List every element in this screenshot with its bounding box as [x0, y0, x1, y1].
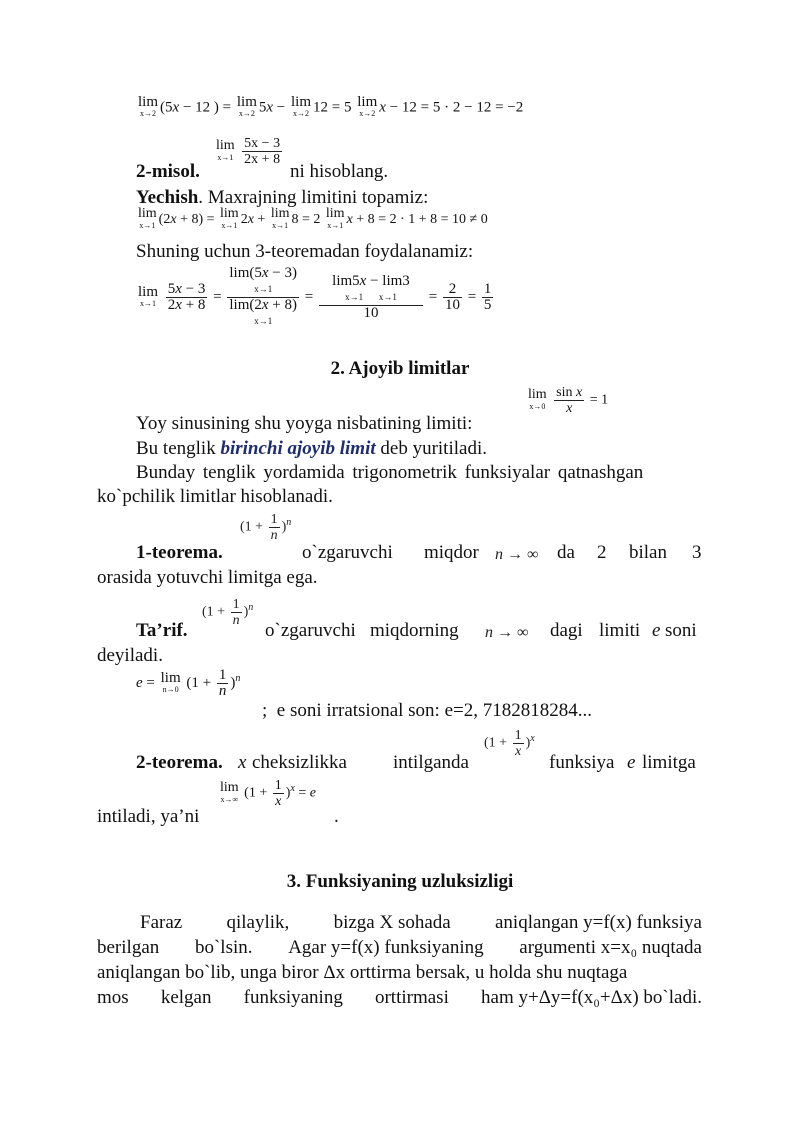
fraction-denominator: 2x + 8	[244, 152, 281, 167]
paragraph-continuity-line2: berilgan bo`lsin. Agar y=f(x) funksiyaning argumenti x=x₀ nuqtada	[97, 937, 702, 958]
lim-operator: lim x→2	[236, 94, 257, 118]
solution-text: . Maxrajning limitini topamiz:	[198, 187, 429, 208]
lim-operator: lim n→0	[160, 669, 181, 694]
formula-n-to-infinity: n → ∞	[495, 546, 539, 563]
lim-operator: lim x→2	[138, 94, 159, 118]
fraction: $\frac{5x - 3}{2x + 8}$	[167, 281, 206, 313]
paragraph-trig-line2: ko`pchilik limitlar hisoblanadi.	[97, 486, 333, 507]
lim-operator: lim x→1	[270, 206, 290, 230]
formula-1-plus-1-over-x: (1 + $\frac{1}{x}$ )$^x$	[484, 728, 535, 759]
lim-operator: lim x→2	[291, 94, 312, 118]
formula-1-plus-1-over-n: (1 + $\frac{1}{n}$ )$^n$	[202, 597, 254, 628]
fraction: $\frac{1}{5}$	[483, 281, 492, 313]
formula-1-plus-1-over-n: (1 + $\frac{1}{n}$ )$^n$	[240, 512, 292, 543]
e-value-line: ; e soni irratsional son: e=2, 7182818284...	[262, 700, 592, 721]
section-heading-2: 2. Ajoyib limitlar	[330, 358, 470, 379]
paragraph-continuity-line3: aniqlangan bo`lib, unga biror Δx orttirma bersak, u holda shu nuqtaga	[97, 962, 628, 983]
fraction: $\frac{2}{10}$	[444, 281, 460, 313]
lim-operator: lim x→1	[138, 283, 159, 308]
formula-quotient: lim x→1 $\frac{5x - 3}{2x + 8}$ = lim(5x − 3) x→1 lim(2x + 8) x→1 = lim5x − lim3 x→1 x→1 10 = $\frac{2}{10}$ = $\frac{1}{5}$	[136, 266, 495, 329]
example-2-formula	[214, 136, 284, 167]
paragraph-continuity-line4: mos kelgan funksiyaning orttirmasi ham y+Δy=f(x₀+Δx) bo`ladi.	[97, 987, 702, 1008]
fraction-numerator: 5x − 3	[244, 136, 281, 151]
formula-result: = 5 · 2 − 12 = −2	[420, 99, 524, 116]
theorem-2-label: 2-teorema.	[136, 752, 223, 773]
lim-operator: lim x→1	[138, 206, 157, 230]
example-2-text: ni hisoblang.	[290, 161, 389, 182]
formula-denominator-result: = 2 · 1 + 8 = 10 ≠ 0	[378, 212, 488, 228]
formula-e-definition: e = lim n→0 (1 + $\frac{1}{n}$ )$^n$	[136, 667, 241, 699]
lim-operator: lim x→1	[220, 206, 239, 230]
fraction: lim(5x − 3) x→1 lim(2x + 8) x→1	[229, 265, 298, 326]
solution-label: Yechish	[136, 187, 199, 208]
paragraph-first-limit: Bu tenglik birinchi ajoyib limit deb yuritiladi.	[136, 438, 487, 459]
lim-operator: lim x→0	[528, 386, 547, 411]
lim-operator: lim x→∞	[220, 779, 239, 804]
lim-operator: lim x→1	[325, 206, 345, 230]
theorem-reference: Shuning uchun 3-teoremadan foydalanamiz:	[136, 241, 474, 262]
term-first-remarkable-limit: birinchi ajoyib limit	[220, 438, 376, 459]
formula-sin-limit: lim x→0 $\frac{\text{sin x}}{x}$ = 1	[528, 385, 609, 416]
fraction: lim5x − lim3 x→1 x→1 10	[319, 274, 423, 321]
paragraph-continuity-line1: Faraz qilaylik, bizga X sohada aniqlangan y=f(x) funksiya	[140, 912, 702, 933]
fraction	[242, 136, 282, 167]
paragraph-trig-line1: Bunday tenglik yordamida trigonometrik funksiyalar qatnashgan	[136, 462, 644, 483]
theorem-1-label: 1-teorema.	[136, 542, 223, 563]
formula-e-limit: lim x→∞ (1 + $\frac{1}{x}$ )$^x$ = e	[220, 778, 316, 809]
theorem-1-line2: orasida yotuvchi limitga ega.	[97, 567, 318, 588]
lim-operator: lim x→1	[216, 137, 235, 162]
example-2-label: 2-misol.	[136, 161, 200, 182]
formula-denominator-limit: lim x→1 (2x + 8) = lim x→1 2x + lim x→1 8 = 2 lim x→1 x + 8 = 2 · 1 + 8 = 10 ≠ 0	[138, 206, 488, 230]
lim-operator: lim x→2	[357, 94, 378, 118]
section-heading-3: 3. Funksiyaning uzluksizligi	[286, 871, 514, 892]
formula-limit-sum: lim x→2 (5x − 12 ) = lim x→2 5x − lim x→2 12 = 5 lim x→2 x − 12 = 5 · 2 − 12 = −2	[138, 94, 524, 118]
e-value-text: e soni irratsional son: e=2, 7182818284...	[276, 700, 592, 721]
formula-n-to-infinity: n → ∞	[485, 624, 529, 641]
paragraph-sinus: Yoy sinusining shu yoyga nisbatining limiti:	[136, 413, 473, 434]
fraction: $\frac{\text{sin x}}{x}$	[556, 385, 583, 416]
definition-label: Ta’rif.	[136, 620, 188, 641]
definition-line2: deyiladi.	[97, 645, 163, 666]
